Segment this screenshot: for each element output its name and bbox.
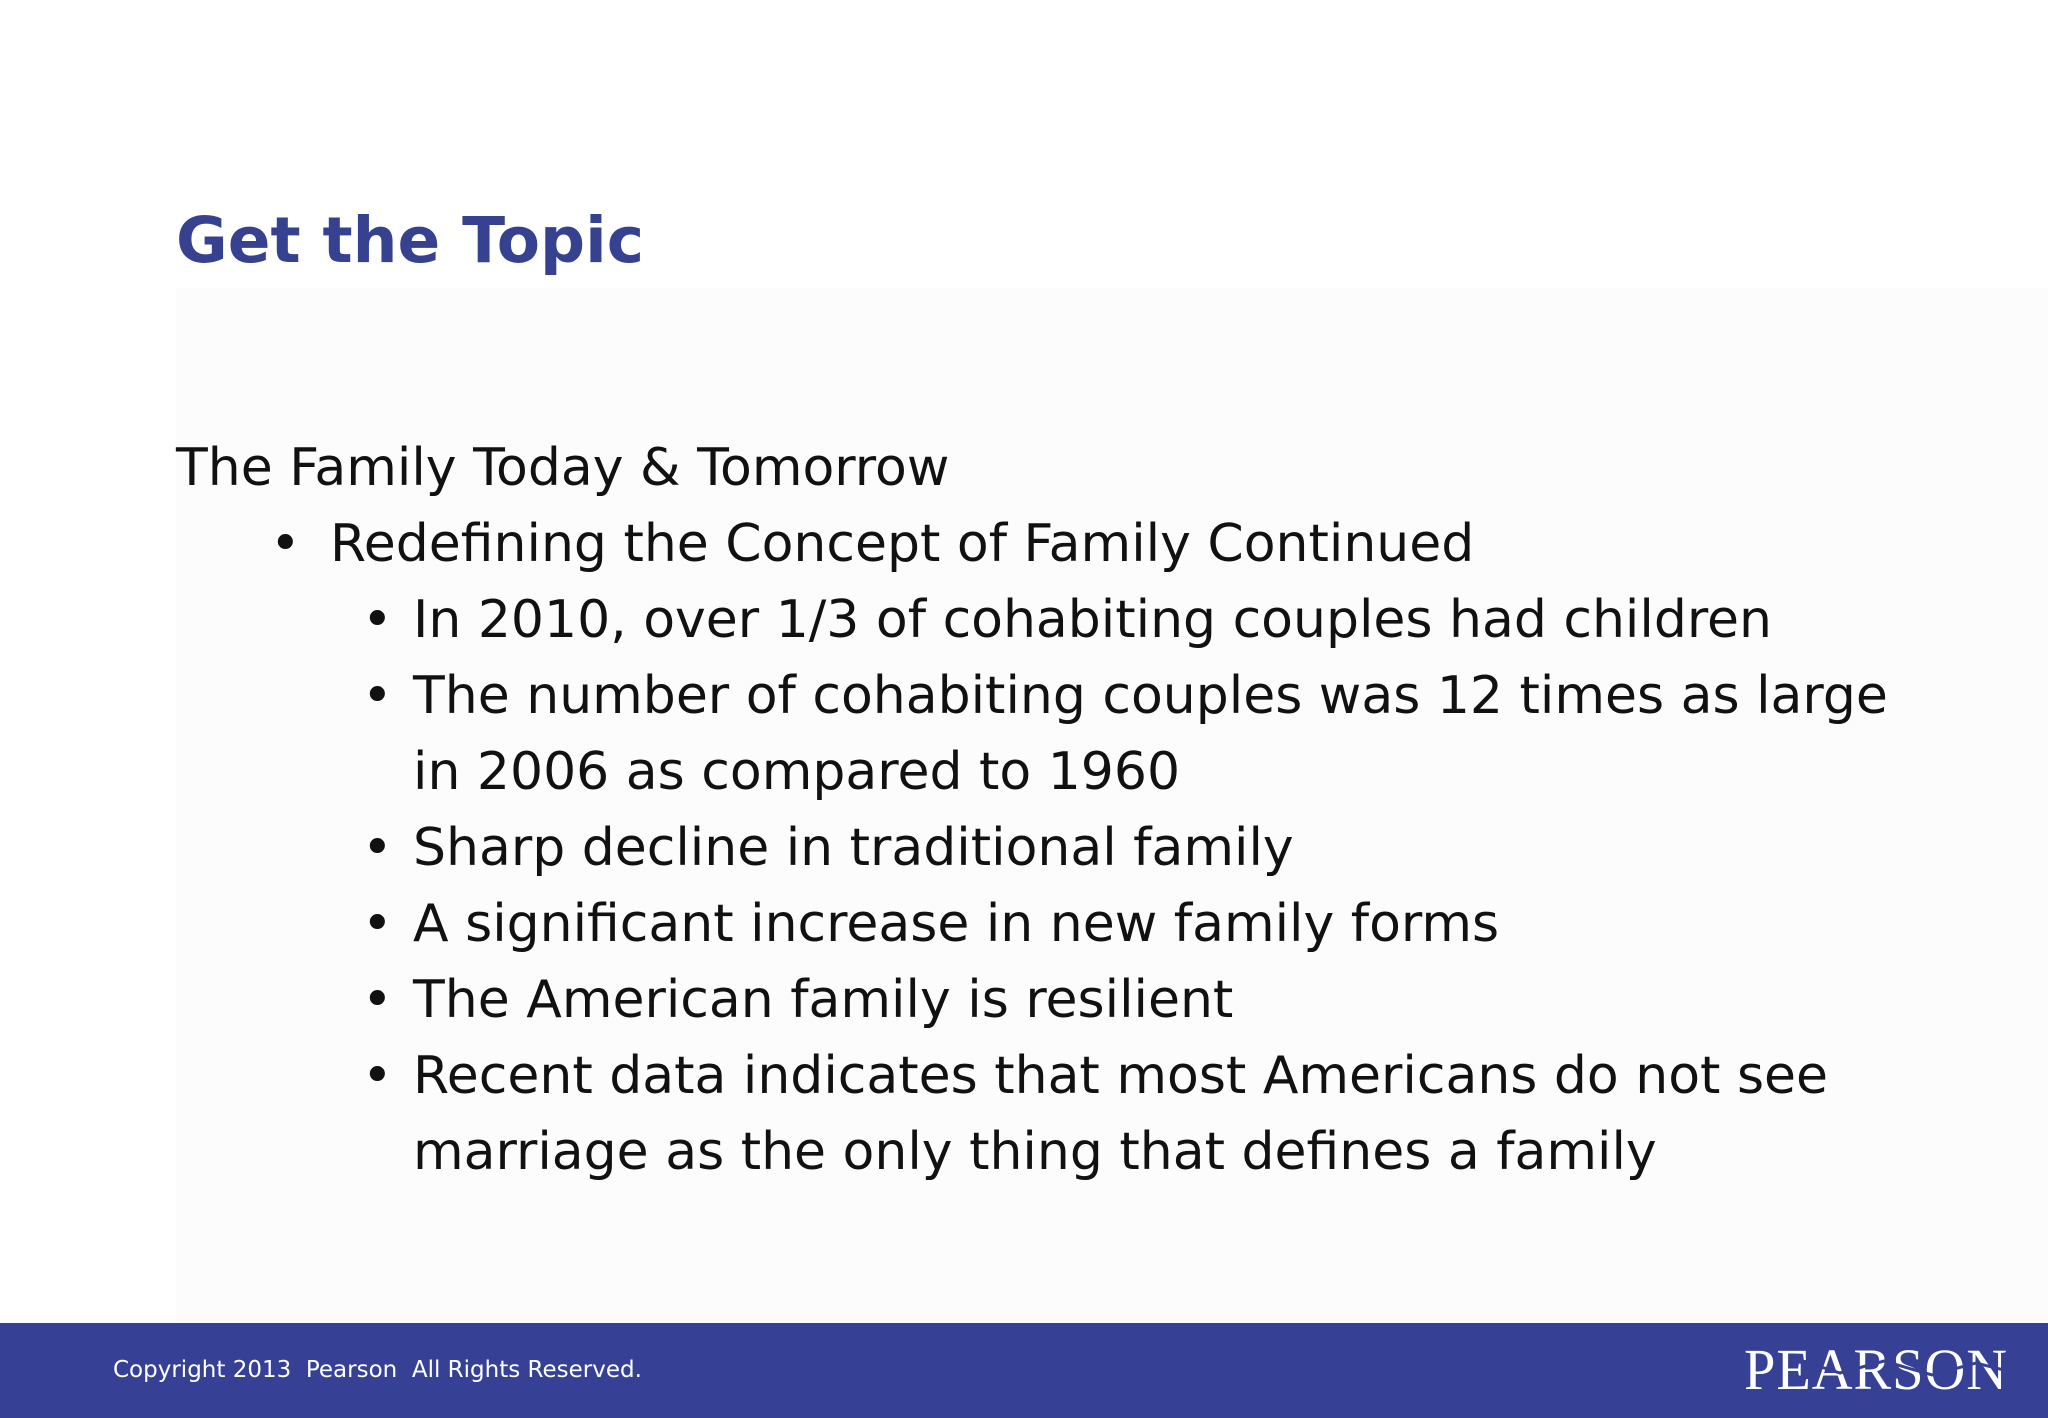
bullet-level2 <box>176 962 1896 1038</box>
bullet-level2 <box>176 810 1896 886</box>
bullet-level2 <box>176 886 1896 962</box>
bullet-icon: • <box>362 666 393 726</box>
bullet-level2 <box>176 658 1896 810</box>
bullet-icon: • <box>362 590 393 650</box>
bullet-icon: • <box>362 818 393 878</box>
bullet-level2-text: The number of cohabiting couples was 12 times as large in 2006 as compared to 1960 <box>413 666 1888 802</box>
bullet-level2 <box>176 582 1896 658</box>
svg-text:PEARSON: PEARSON <box>1744 1339 2008 1397</box>
bullet-level2 <box>176 1038 1896 1190</box>
section-heading: The Family Today & Tomorrow <box>176 438 950 498</box>
bullet-level1-text: Redefining the Concept of Family Continued <box>330 514 1475 574</box>
bullet-level2-text: In 2010, over 1/3 of cohabiting couples had children <box>413 590 1773 650</box>
bullet-icon: • <box>270 514 301 574</box>
bullet-level2-text: The American family is resilient <box>413 970 1234 1030</box>
slide-title: Get the Topic <box>176 204 645 277</box>
bullet-icon: • <box>362 894 393 954</box>
pearson-logo <box>1744 1339 2008 1397</box>
bullet-icon: • <box>362 970 393 1030</box>
slide-body <box>176 430 1896 1190</box>
bullet-icon: • <box>362 1046 393 1106</box>
bullet-level1 <box>176 506 1896 582</box>
bullet-level2-text: Sharp decline in traditional family <box>413 818 1294 878</box>
bullet-level2-text: Recent data indicates that most Americans do not see marriage as the only thing that defines a family <box>413 1046 1829 1182</box>
footer-bar <box>0 1323 2048 1418</box>
copyright-text: Copyright 2013 Pearson All Rights Reserved. <box>113 1357 642 1383</box>
bullet-level2-text: A significant increase in new family forms <box>413 894 1500 954</box>
